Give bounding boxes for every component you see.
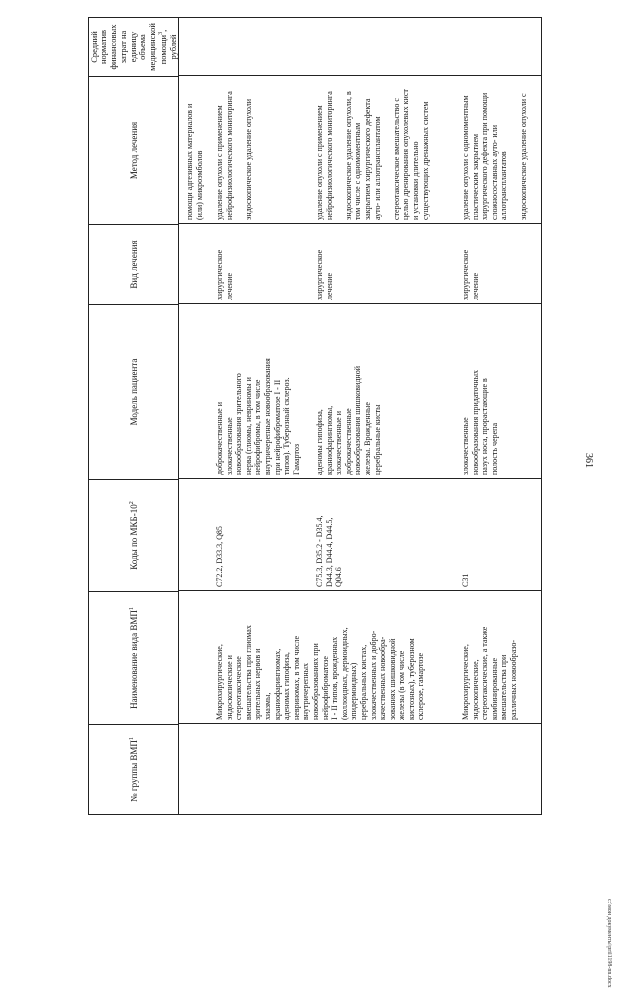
row1-treatment: хирургическое лечение	[215, 249, 234, 300]
row1-codes: C72.2, D33.3, Q85	[215, 526, 224, 587]
header-name: Наименование вида ВМП$^1$	[89, 591, 179, 724]
header-group: № группы ВМП$^1$	[89, 724, 179, 814]
header-method: Метод лечения	[89, 76, 179, 224]
row1-patient: доброкачественные и злокачественные новообразования зрительного нерва (глиомы, невриномы и нейрофибромы, в том числе внутричерепные новообразования при нейрофиброматозе I - II типов). Туберозный склероз. Гамартоз	[215, 358, 301, 475]
row2-patient: аденомы гипофиза, краниофарингиомы, злокачественные и доброкачественные новообразования шишковидной железы. Врожденные церебральные кисты	[315, 366, 382, 475]
column-divider	[179, 223, 541, 224]
row0-method: помощи адгезивных материалов и (или) микроэмболов	[185, 103, 204, 220]
header-patient: Модель пациента	[89, 304, 179, 479]
table-header	[89, 18, 179, 814]
row1-name: Микрохирургические, эндоскопические и стереотаксические вмешательства при глиомах зрительных нервов и хиазмы, краниофарингиомах, аденомах гипофиза, невриномах, в том числе внутричерепных новообразованиях при нейрофиброматозе I - II типов, врожденных (коллоидных, дермоидных, эпидермоидных) церебральных кистах, злокачественных и добро- качественных новообра- зованиях шишковидной железы (в том числе кистозных), туберозном склерозе, гамартозе	[215, 625, 426, 720]
column-divider	[179, 303, 541, 304]
column-divider	[179, 723, 541, 724]
row3-treatment: хирургическое лечение	[461, 249, 480, 300]
row2-codes: C75.3, D35.2 - D35.4, D44.3, D44.4, D44.5, Q04.6	[315, 515, 344, 587]
row3-name: Микрохирургические, эндоскопические, стереотаксические, а также комбинированные вмешательства при различных новообразо-	[461, 626, 518, 720]
column-divider	[179, 590, 541, 591]
column-divider	[179, 75, 541, 76]
header-cost: Средний норматив финансовых затрат на единицу объема медицинской помощи$^3$, рублей	[88, 23, 178, 71]
row3-method: удаление опухоли с одномоментным пластическим закрытием хирургического дефекта при помощи сложносоставных ауто- или аллотрансплантатов эндоскопическое удаление опухоли с	[461, 92, 528, 220]
row2-treatment: хирургическое лечение	[315, 249, 334, 300]
file-path-footer: c:\мои документы\pril1198-nn.docx	[606, 899, 612, 988]
row2-method: удаление опухоли с применением нейрофизиологического мониторинга эндоскопическое удаление опухоли, в том числе с одномоментным закрытием хирургического дефекта ауто- или аллотрансплантатом стереотаксическое вмешательство с целью дренирования опухолевых кист и установки длительно существующих дренажных систем	[315, 89, 430, 220]
row1-method: удаление опухоли с применением нейрофизиологического мониторинга эндоскопическое удаление опухоли	[215, 91, 253, 220]
row3-codes: C31	[461, 573, 470, 587]
page-number: 361	[583, 453, 594, 468]
row3-patient: злокачественные новообразования придаточных пазух носа, прорастающие в полость черепа	[461, 369, 499, 475]
header-treatment: Вид лечения	[89, 224, 179, 304]
vmp-table	[88, 17, 542, 815]
column-divider	[179, 478, 541, 479]
header-codes: Коды по МКБ-$10^2$	[89, 479, 179, 591]
